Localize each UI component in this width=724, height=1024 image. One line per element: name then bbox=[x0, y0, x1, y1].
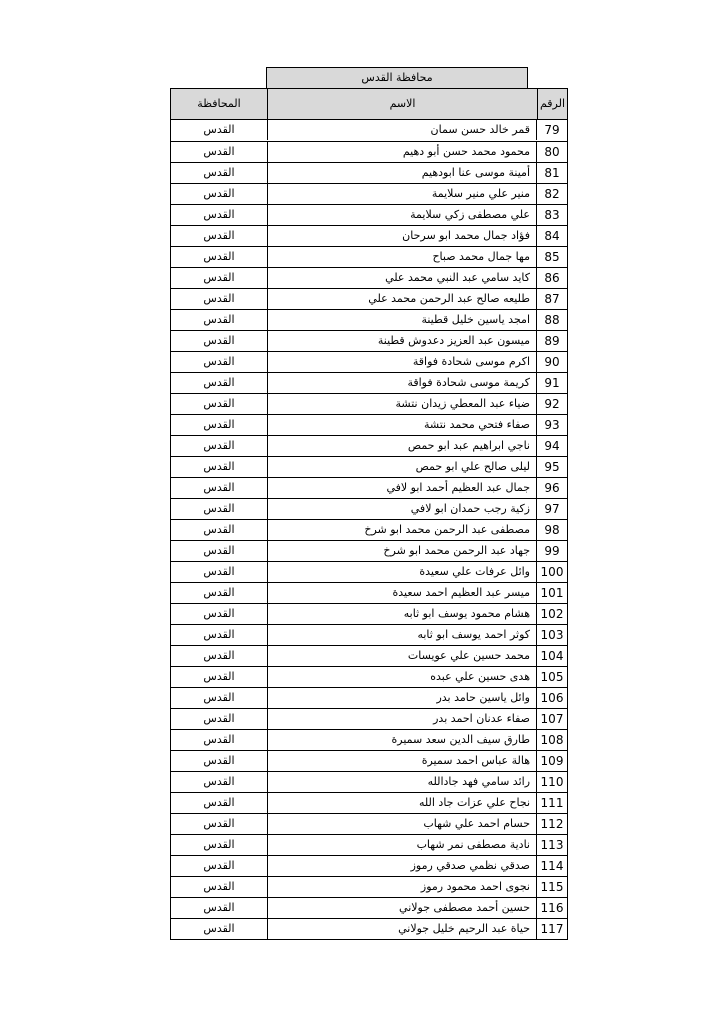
number-cell: 114 bbox=[540, 859, 564, 873]
number-cell: 104 bbox=[540, 649, 564, 663]
name-cell: طليعه صالح عبد الرحمن محمد علي bbox=[267, 289, 537, 309]
number-cell: 95 bbox=[544, 460, 560, 474]
number-cell: 99 bbox=[544, 544, 560, 558]
table-row bbox=[171, 792, 567, 813]
number-cell: 84 bbox=[544, 229, 560, 243]
number-cell: 116 bbox=[540, 901, 564, 915]
governorate-cell: القدس bbox=[203, 586, 235, 599]
governorate-cell: القدس bbox=[203, 670, 235, 683]
name-cell: حسام احمد علي شهاب bbox=[267, 814, 537, 834]
governorate-cell: القدس bbox=[203, 607, 235, 620]
governorate-cell: القدس bbox=[203, 859, 235, 872]
governorate-cell: القدس bbox=[203, 523, 235, 536]
name-cell: زكية رجب حمدان ابو لافي bbox=[267, 499, 537, 519]
name-cell: صفاء فتحي محمد نتشة bbox=[267, 415, 537, 435]
name-cell: نجوى احمد محمود رموز bbox=[267, 877, 537, 897]
table-row bbox=[171, 288, 567, 309]
governorate-cell: القدس bbox=[203, 460, 235, 473]
number-cell: 112 bbox=[540, 817, 564, 831]
name-cell: امجد ياسين خليل قطينة bbox=[267, 310, 537, 330]
name-cell: طارق سيف الدين سعد سميرة bbox=[267, 730, 537, 750]
number-cell: 106 bbox=[540, 691, 564, 705]
name-cell: محمد حسين علي عويسات bbox=[267, 646, 537, 666]
number-cell: 91 bbox=[544, 376, 560, 390]
number-cell: 79 bbox=[544, 123, 560, 137]
table-header bbox=[170, 88, 568, 120]
number-cell: 105 bbox=[540, 670, 564, 684]
governorate-cell: القدس bbox=[203, 229, 235, 242]
table-row bbox=[171, 750, 567, 771]
number-cell: 109 bbox=[540, 754, 564, 768]
table-row bbox=[171, 162, 567, 183]
name-cell: نجاح علي عزات جاد الله bbox=[267, 793, 537, 813]
governorate-cell: القدس bbox=[203, 691, 235, 704]
governorate-cell: القدس bbox=[203, 544, 235, 557]
governorate-cell: القدس bbox=[203, 397, 235, 410]
governorate-cell: القدس bbox=[203, 565, 235, 578]
table-row bbox=[171, 267, 567, 288]
governorate-cell: القدس bbox=[203, 502, 235, 515]
number-cell: 92 bbox=[544, 397, 560, 411]
governorate-cell: القدس bbox=[203, 649, 235, 662]
header-governorate: المحافظة bbox=[197, 97, 241, 110]
number-cell: 90 bbox=[544, 355, 560, 369]
number-cell: 86 bbox=[544, 271, 560, 285]
table-row bbox=[171, 246, 567, 267]
table-row bbox=[171, 708, 567, 729]
table-row bbox=[171, 687, 567, 708]
table-row bbox=[171, 414, 567, 435]
governorate-cell: القدس bbox=[203, 418, 235, 431]
name-cell: اكرم موسى شحادة فواقة bbox=[267, 352, 537, 372]
table-row bbox=[171, 876, 567, 897]
table-row bbox=[171, 729, 567, 750]
table-row bbox=[171, 141, 567, 162]
name-cell: فؤاد جمال محمد ابو سرحان bbox=[267, 226, 537, 246]
name-cell: صفاء عدنان احمد بدر bbox=[267, 709, 537, 729]
table-row bbox=[171, 603, 567, 624]
table-row bbox=[171, 477, 567, 498]
governorate-cell: القدس bbox=[203, 922, 235, 935]
table-row bbox=[171, 666, 567, 687]
governorate-cell: القدس bbox=[203, 250, 235, 263]
table-row bbox=[171, 897, 567, 918]
governorate-cell: القدس bbox=[203, 313, 235, 326]
table-row bbox=[171, 351, 567, 372]
number-cell: 100 bbox=[540, 565, 564, 579]
governorate-cell: القدس bbox=[203, 439, 235, 452]
table-body bbox=[170, 120, 568, 940]
name-cell: كوثر احمد يوسف ابو ثابه bbox=[267, 625, 537, 645]
name-cell: وائل ياسين حامد بدر bbox=[267, 688, 537, 708]
governorate-cell: القدس bbox=[203, 775, 235, 788]
name-cell: صدقي نظمي صدقي رموز bbox=[267, 856, 537, 876]
table-title: محافظة القدس bbox=[266, 67, 528, 89]
name-cell: ناجي ابراهيم عبد ابو حمص bbox=[267, 436, 537, 456]
name-cell: محمود محمد حسن أبو دهيم bbox=[267, 142, 537, 162]
number-cell: 81 bbox=[544, 166, 560, 180]
number-cell: 102 bbox=[540, 607, 564, 621]
number-cell: 111 bbox=[540, 796, 564, 810]
name-cell: هشام محمود يوسف ابو ثابه bbox=[267, 604, 537, 624]
table-row bbox=[171, 435, 567, 456]
name-cell: علي مصطفى زكي سلايمة bbox=[267, 205, 537, 225]
number-cell: 85 bbox=[544, 250, 560, 264]
number-cell: 108 bbox=[540, 733, 564, 747]
number-cell: 96 bbox=[544, 481, 560, 495]
name-cell: ليلى صالح علي ابو حمص bbox=[267, 457, 537, 477]
number-cell: 87 bbox=[544, 292, 560, 306]
table-row bbox=[171, 519, 567, 540]
name-cell: هالة عباس احمد سميرة bbox=[267, 751, 537, 771]
name-cell: جهاد عبد الرحمن محمد ابو شرخ bbox=[267, 541, 537, 561]
table-row bbox=[171, 456, 567, 477]
table-row bbox=[171, 624, 567, 645]
number-cell: 97 bbox=[544, 502, 560, 516]
governorate-cell: القدس bbox=[203, 208, 235, 221]
table-row bbox=[171, 393, 567, 414]
number-cell: 110 bbox=[540, 775, 564, 789]
name-cell: ميسون عبد العزيز دعدوش قطينة bbox=[267, 331, 537, 351]
table-row bbox=[171, 330, 567, 351]
name-cell: جمال عبد العظيم أحمد ابو لافي bbox=[267, 478, 537, 498]
governorate-cell: القدس bbox=[203, 187, 235, 200]
governorate-cell: القدس bbox=[203, 271, 235, 284]
table-row bbox=[171, 372, 567, 393]
governorate-cell: القدس bbox=[203, 123, 235, 136]
name-cell: هدى حسين علي عبده bbox=[267, 667, 537, 687]
number-cell: 115 bbox=[540, 880, 564, 894]
governorate-cell: القدس bbox=[203, 712, 235, 725]
number-cell: 88 bbox=[544, 313, 560, 327]
governorate-cell: القدس bbox=[203, 880, 235, 893]
table-row bbox=[171, 540, 567, 561]
name-cell: نادية مصطفى نمر شهاب bbox=[267, 835, 537, 855]
number-cell: 103 bbox=[540, 628, 564, 642]
table-row bbox=[171, 645, 567, 666]
number-cell: 89 bbox=[544, 334, 560, 348]
governorate-cell: القدس bbox=[203, 376, 235, 389]
table-row bbox=[171, 183, 567, 204]
governorate-cell: القدس bbox=[203, 166, 235, 179]
name-cell: مها جمال محمد صباح bbox=[267, 247, 537, 267]
name-cell: ضياء عبد المعطي زيدان نتشة bbox=[267, 394, 537, 414]
name-cell: وائل عرفات علي سعيدة bbox=[267, 562, 537, 582]
name-cell: منير علي منير سلايمة bbox=[267, 184, 537, 204]
governorate-cell: القدس bbox=[203, 817, 235, 830]
name-cell: حياة عبد الرحيم خليل جولاني bbox=[267, 919, 537, 939]
number-cell: 94 bbox=[544, 439, 560, 453]
table-row bbox=[171, 498, 567, 519]
table-row bbox=[171, 309, 567, 330]
name-cell: حسين أحمد مصطفى جولاني bbox=[267, 898, 537, 918]
header-name: الاسم bbox=[267, 89, 537, 119]
number-cell: 83 bbox=[544, 208, 560, 222]
header-number: الرقم bbox=[537, 89, 567, 119]
governorate-cell: القدس bbox=[203, 901, 235, 914]
governorate-cell: القدس bbox=[203, 292, 235, 305]
name-cell: ميسر عبد العظيم احمد سعيدة bbox=[267, 583, 537, 603]
governorate-cell: القدس bbox=[203, 145, 235, 158]
number-cell: 101 bbox=[540, 586, 564, 600]
governorate-cell: القدس bbox=[203, 796, 235, 809]
governorate-cell: القدس bbox=[203, 754, 235, 767]
table-row bbox=[171, 120, 567, 141]
table-row bbox=[171, 771, 567, 792]
table-row bbox=[171, 561, 567, 582]
table-row bbox=[171, 813, 567, 834]
name-cell: كايد سامي عبد النبي محمد علي bbox=[267, 268, 537, 288]
number-cell: 113 bbox=[540, 838, 564, 852]
number-cell: 107 bbox=[540, 712, 564, 726]
number-cell: 82 bbox=[544, 187, 560, 201]
table-row bbox=[171, 918, 567, 939]
table-row bbox=[171, 855, 567, 876]
governorate-cell: القدس bbox=[203, 838, 235, 851]
governorate-cell: القدس bbox=[203, 334, 235, 347]
number-cell: 98 bbox=[544, 523, 560, 537]
governorate-cell: القدس bbox=[203, 355, 235, 368]
number-cell: 93 bbox=[544, 418, 560, 432]
name-cell: رائد سامي فهد جادالله bbox=[267, 772, 537, 792]
table-row bbox=[171, 834, 567, 855]
table-row bbox=[171, 582, 567, 603]
name-cell: قمر خالد حسن سمان bbox=[267, 120, 537, 140]
table-row bbox=[171, 204, 567, 225]
table-row bbox=[171, 225, 567, 246]
number-cell: 117 bbox=[540, 922, 564, 936]
name-cell: أمينة موسى عنا ابودهيم bbox=[267, 163, 537, 183]
governorate-cell: القدس bbox=[203, 481, 235, 494]
name-cell: كريمة موسى شحادة فواقة bbox=[267, 373, 537, 393]
governorate-cell: القدس bbox=[203, 628, 235, 641]
name-cell: مصطفى عبد الرحمن محمد ابو شرخ bbox=[267, 520, 537, 540]
number-cell: 80 bbox=[544, 145, 560, 159]
governorate-cell: القدس bbox=[203, 733, 235, 746]
